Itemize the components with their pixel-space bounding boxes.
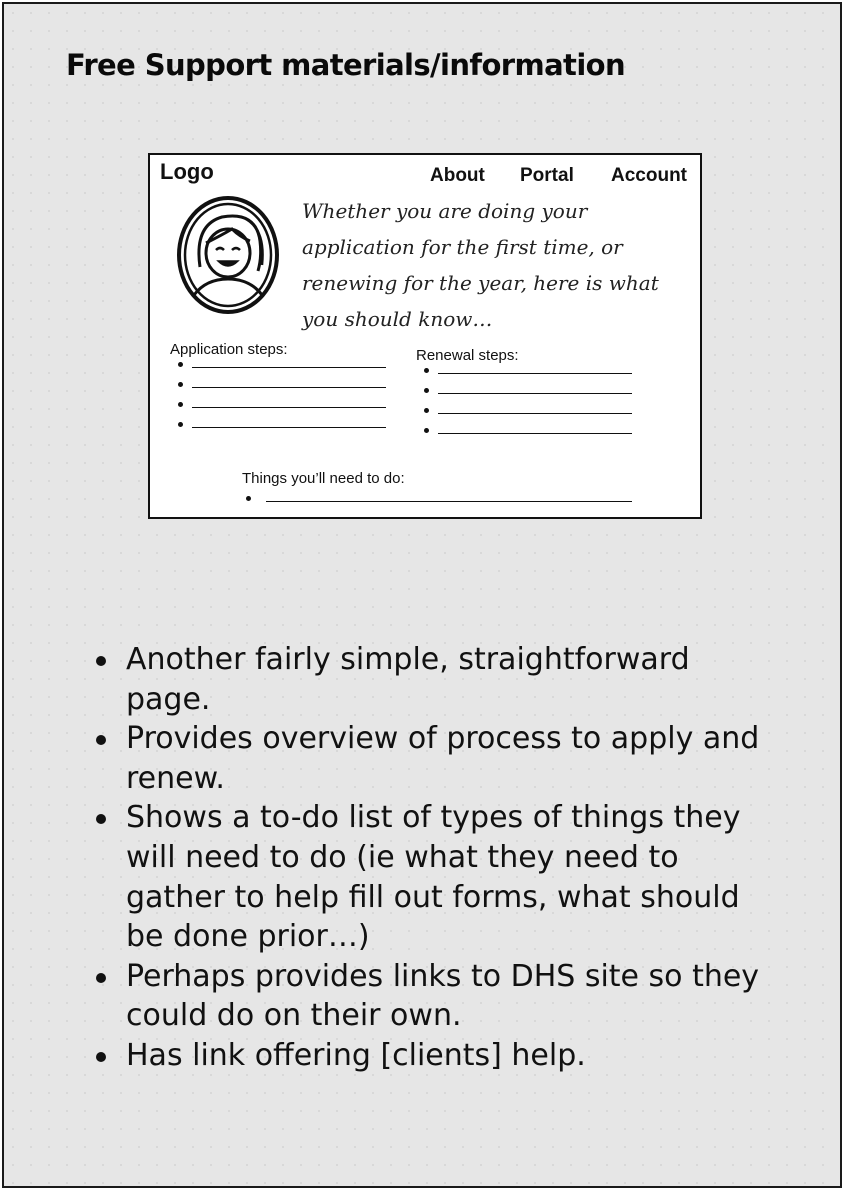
blank-line: [266, 501, 632, 502]
list-item: [424, 421, 634, 441]
wireframe-nav: [428, 165, 698, 187]
bullet-icon: [178, 422, 183, 427]
blank-line: [438, 373, 632, 374]
bullet-icon: [178, 362, 183, 367]
content-card: [2, 2, 842, 1188]
bullet-icon: [96, 814, 106, 824]
application-steps-list: [178, 355, 388, 435]
list-item: [424, 381, 634, 401]
note-text: Another fairly simple, straightforward page.: [126, 642, 690, 717]
note-item: [90, 640, 770, 719]
blank-line: [192, 427, 386, 428]
bullet-icon: [424, 408, 429, 413]
note-text: Has link offering [clients] help.: [126, 1037, 586, 1073]
list-item: [178, 355, 388, 375]
wireframe-logo: Logo: [160, 159, 214, 184]
note-item: [90, 719, 770, 798]
bullet-icon: [96, 973, 106, 983]
blank-line: [192, 367, 386, 368]
note-text: Shows a to-do list of types of things they will need to do (ie what they need to gather to help fill out forms, what should be done prior…): [126, 800, 741, 955]
bullet-icon: [96, 1052, 106, 1062]
notes-list: [90, 640, 770, 1076]
todo-label: Things you’ll need to do:: [242, 470, 405, 487]
bullet-icon: [178, 402, 183, 407]
blank-line: [192, 407, 386, 408]
list-item: [178, 415, 388, 435]
blank-line: [438, 413, 632, 414]
blank-line: [192, 387, 386, 388]
card-title: Free Support materials/information: [66, 48, 626, 82]
list-item: [424, 361, 634, 381]
list-item: [246, 489, 636, 509]
avatar-icon: [176, 195, 280, 315]
webpage-wireframe: [148, 153, 702, 519]
note-item: [90, 798, 770, 956]
bullet-icon: [96, 656, 106, 666]
bullet-icon: [178, 382, 183, 387]
nav-portal-link: Portal: [520, 165, 574, 186]
todo-list: [246, 489, 636, 509]
bullet-icon: [424, 368, 429, 373]
application-steps-label: Application steps:: [170, 341, 288, 358]
blank-line: [438, 393, 632, 394]
renewal-steps-list: [424, 361, 634, 441]
blank-line: [438, 433, 632, 434]
list-item: [178, 395, 388, 415]
nav-about-link: About: [430, 165, 485, 186]
note-text: Perhaps provides links to DHS site so they could do on their own.: [126, 958, 760, 1034]
renewal-steps-label: Renewal steps:: [416, 347, 519, 364]
bullet-icon: [424, 428, 429, 433]
bullet-icon: [424, 388, 429, 393]
note-item: [90, 957, 770, 1036]
nav-account-link: Account: [611, 165, 687, 186]
list-item: [424, 401, 634, 421]
list-item: [178, 375, 388, 395]
bullet-icon: [96, 735, 106, 745]
intro-text: Whether you are doing your application for the first time, or renewing for the year, here is what you should know…: [302, 199, 659, 331]
note-text: Provides overview of process to apply and renew.: [126, 721, 760, 796]
bullet-icon: [246, 496, 251, 501]
note-item: [90, 1036, 770, 1076]
